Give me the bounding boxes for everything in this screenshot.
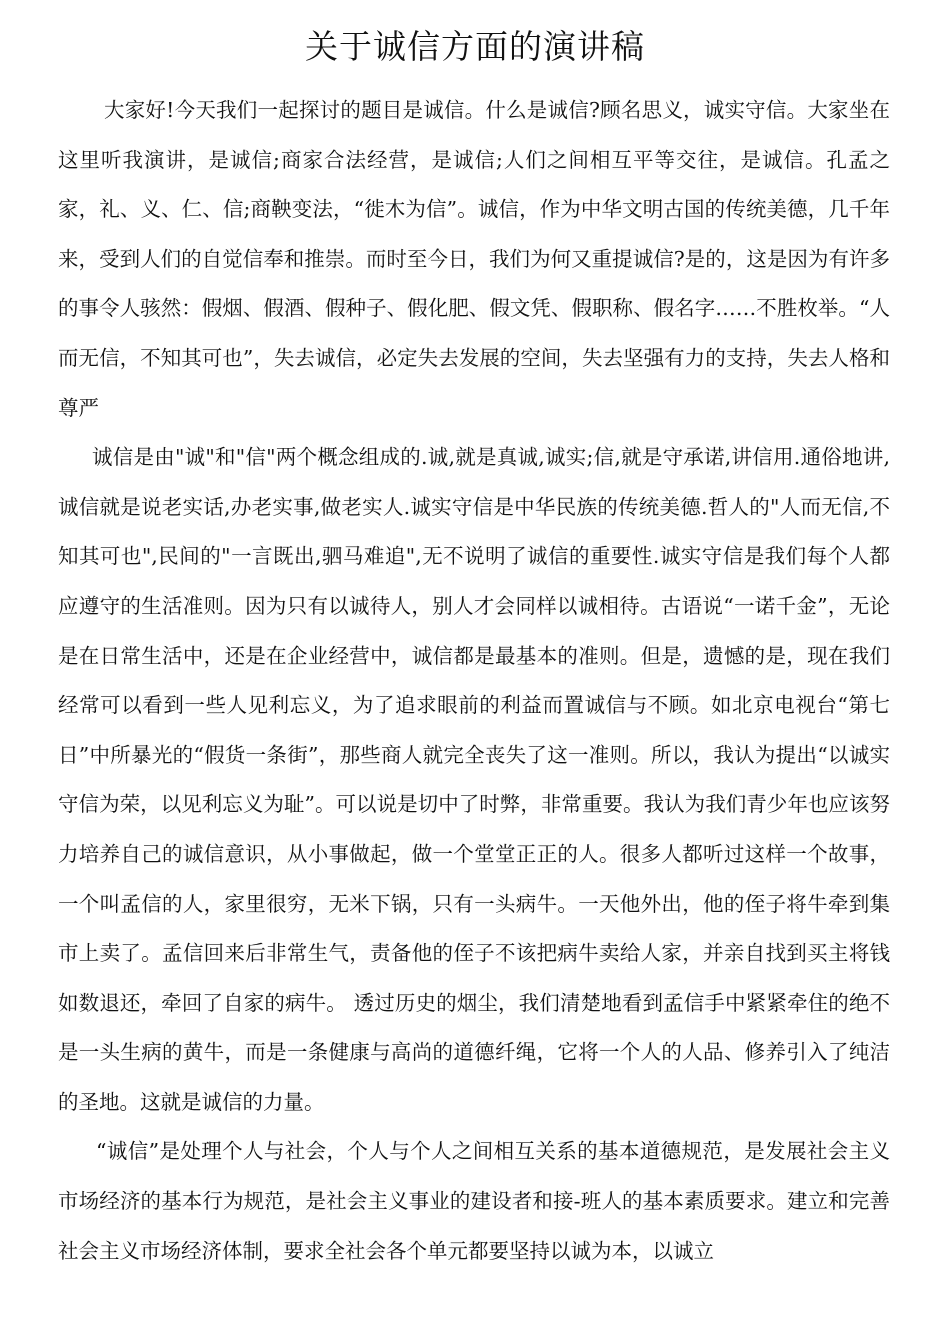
paragraph-intro: 大家好!今天我们一起探讨的题目是诚信。什么是诚信?顾名思义，诚实守信。大家坐在这里听我演讲，是诚信;商家合法经营，是诚信;人们之间相互平等交往，是诚信。孔孟之家，礼、义、仁、信;商鞅变法，“徙木为信”。诚信，作为中华文明古国的传统美德，几千年来，受到人们的自觉信奉和推崇。而时至今日，我们为何又重提诚信?是的，这是因为有许多的事令人骇然：假烟、假酒、假种子、假化肥、假文凭、假职称、假名字……不胜枚举。“人而无信，不知其可也”，失去诚信，必定失去发展的空间，失去坚强有力的支持，失去人格和尊严 xyxy=(58,98,890,420)
document-title: 关于诚信方面的演讲稿 xyxy=(305,27,645,66)
paragraph-definition: 诚信是由"诚"和"信"两个概念组成的.诚,就是真诚,诚实;信,就是守承诺,讲信用.通俗地讲,诚信就是说老实话,办老实事,做老实人.诚实守信是中华民族的传统美德.哲人的"人而无信,不知其可也",民间的"一言既出,驷马难追",无不说明了诚信的重要性.诚实守信是我们每个人都应遵守的生活准则。因为只有以诚待人，别人才会同样以诚相待。古语说“一诺千金”，无论是在日常生活中，还是在企业经营中，诚信都是最基本的准则。但是，遗憾的是，现在我们经常可以看到一些人见利忘义，为了追求眼前的利益而置诚信与不顾。如北京电视台“第七日”中所暴光的“假货一条街”，那些商人就完全丧失了这一准则。所以，我认为提出“以诚实守信为荣，以见利忘义为耻”。可以说是切中了时弊，非常重要。我认为我们青少年也应该努力培养自己的诚信意识，从小事做起，做一个堂堂正正的人。很多人都听过这样一个故事，一个叫孟信的人，家里很穷，无米下锅，只有一头病牛。一天他外出，他的侄子将牛牵到集市上卖了。孟信回来后非常生气，责备他的侄子不该把病牛卖给人家，并亲自找到买主将钱如数退还，牵回了自家的病牛。 透过历史的烟尘，我们清楚地看到孟信手中紧紧牵住的绝不是一头生病的黄牛，而是一条健康与高尚的道德纤绳，它将一个人的人品、修养引入了纯洁的圣地。这就是诚信的力量。 xyxy=(58,445,890,1114)
paragraph-social-norms: “诚信”是处理个人与社会，个人与个人之间相互关系的基本道德规范，是发展社会主义市场经济的基本行为规范，是社会主义事业的建设者和接-班人的基本素质要求。建立和完善社会主义市场经济体制，要求全社会各个单元都要坚持以诚为本，以诚立 xyxy=(58,1139,890,1263)
document-body xyxy=(58,86,890,1276)
